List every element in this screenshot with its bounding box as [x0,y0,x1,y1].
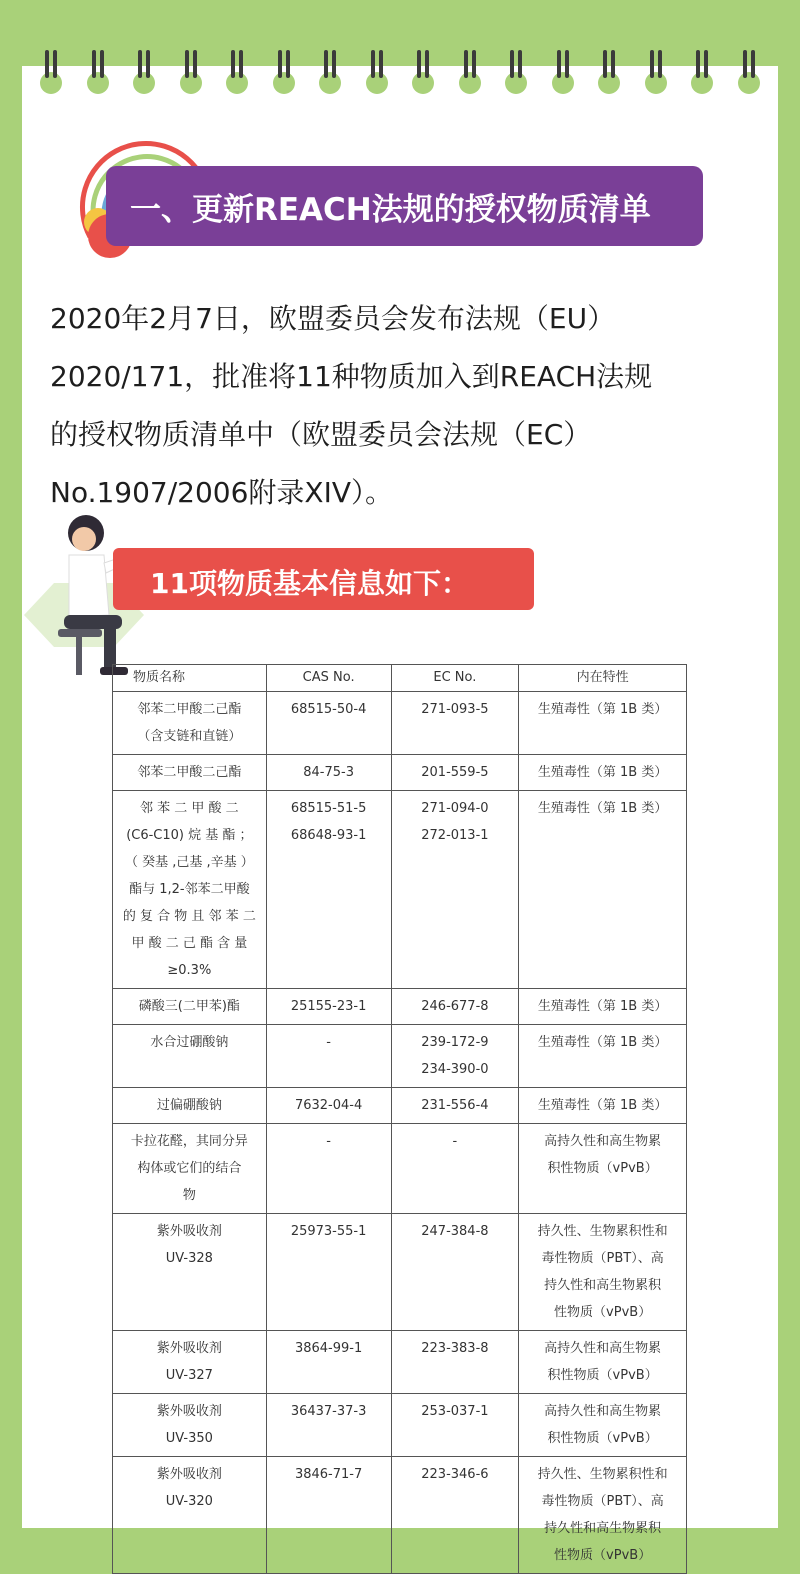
cell-substance-name [113,1025,267,1088]
cell-cas-no [266,755,391,791]
cell-substance-name-line: （含支链和直链） [137,729,242,744]
cell-substance-name [113,1331,267,1394]
cell-cas-no-line: 68648-93-1 [290,828,367,843]
cell-property [519,1214,687,1331]
binder-ring [738,50,760,98]
binder-ring [273,50,295,98]
cell-property-line: 毒性物质（PBT）、高 [541,1251,664,1266]
binder-ring [226,50,248,98]
cell-cas-no-line: - [326,1035,331,1050]
binder-rings [0,50,800,98]
cell-substance-name-line: 邻苯二甲酸二己酯 [137,765,242,780]
cell-property-line: 性物质（vPvB） [554,1548,652,1563]
cell-ec-no-line: 223-383-8 [421,1341,489,1356]
cell-substance-name-line: 磷酸三(二甲苯)酯 [138,999,240,1014]
table-row [113,1457,687,1574]
cell-cas-no [266,692,391,755]
cell-property-line: 毒性物质（PBT）、高 [541,1494,664,1509]
cell-ec-no [391,791,519,989]
cell-cas-no-line: 84-75-3 [303,765,354,780]
cell-property-line: 持久性和高生物累积 [544,1521,662,1536]
binder-ring [180,50,202,98]
cell-substance-name [113,1214,267,1331]
cell-ec-no-line: 234-390-0 [421,1062,489,1077]
cell-substance-name [113,1394,267,1457]
column-header-ec: EC No. [391,665,519,692]
cell-property-line: 生殖毒性（第 1B 类） [537,702,668,717]
cell-ec-no-line: - [452,1134,458,1149]
cell-cas-no [266,1088,391,1124]
cell-property [519,989,687,1025]
cell-substance-name-line: 紫外吸收剂 [156,1224,222,1239]
cell-substance-name-line: 甲 酸 二 己 酯 含 量 [131,936,248,951]
binder-ring [552,50,574,98]
intro-line: 的授权物质清单中（欧盟委员会法规（EC） [50,418,592,451]
cell-property [519,1331,687,1394]
cell-property-line: 持久性、生物累积性和 [537,1224,668,1239]
column-header-name: 物质名称 [113,665,267,692]
cell-cas-no-line: 25155-23-1 [290,999,367,1014]
cell-ec-no-line: 271-093-5 [421,702,489,717]
cell-cas-no [266,1331,391,1394]
binder-ring [133,50,155,98]
cell-ec-no-line: 239-172-9 [421,1035,489,1050]
cell-cas-no-line: 3846-71-7 [294,1467,363,1482]
cell-cas-no [266,1025,391,1088]
cell-property-line: 生殖毒性（第 1B 类） [537,1098,668,1113]
cell-property-line: 积性物质（vPvB） [547,1431,658,1446]
intro-line: 2020年2月7日，欧盟委员会发布法规（EU） [50,302,616,335]
cell-ec-no [391,1088,519,1124]
cell-property-line: 生殖毒性（第 1B 类） [537,999,668,1014]
cell-property-line: 高持久性和高生物累 [544,1134,662,1149]
table-header-row [113,665,687,692]
cell-property-line: 高持久性和高生物累 [544,1404,662,1419]
cell-property-line: 生殖毒性（第 1B 类） [537,801,668,816]
cell-ec-no [391,989,519,1025]
cell-substance-name-line: 构体或它们的结合 [137,1161,242,1176]
subheading: 11项物质基本信息如下： [150,567,469,600]
cell-ec-no [391,755,519,791]
cell-cas-no [266,791,391,989]
intro-paragraph [50,290,760,522]
cell-substance-name-line: 物 [182,1188,196,1203]
section-heading: 一、更新REACH法规的授权物质清单 [130,192,651,228]
table-row [113,1394,687,1457]
cell-substance-name [113,989,267,1025]
cell-property-line: 持久性和高生物累积 [544,1278,662,1293]
binder-ring [598,50,620,98]
cell-ec-no-line: 231-556-4 [421,1098,489,1113]
cell-substance-name [113,791,267,989]
table-row [113,1124,687,1214]
cell-substance-name-line: 过偏硼酸钠 [156,1098,222,1113]
cell-property-line: 积性物质（vPvB） [547,1161,658,1176]
cell-ec-no [391,1025,519,1088]
cell-cas-no-line: 68515-50-4 [290,702,367,717]
cell-substance-name-line: 的 复 合 物 且 邻 苯 二 [122,909,256,924]
cell-property-line: 生殖毒性（第 1B 类） [537,765,668,780]
cell-substance-name-line: (C6-C10) 烷 基 酯 ； [126,828,253,843]
cell-cas-no [266,1457,391,1574]
binder-ring [40,50,62,98]
binder-ring [319,50,341,98]
binder-ring [87,50,109,98]
cell-property [519,692,687,755]
cell-cas-no [266,1124,391,1214]
cell-substance-name-line: UV-327 [165,1368,213,1383]
cell-substance-name-line: 紫外吸收剂 [156,1341,222,1356]
table-row [113,1025,687,1088]
cell-cas-no-line: 3864-99-1 [294,1341,363,1356]
cell-substance-name-line: 酯与 1,2-邻苯二甲酸 [129,882,250,897]
cell-property [519,791,687,989]
cell-substance-name-line: 紫外吸收剂 [156,1404,222,1419]
cell-property-line: 生殖毒性（第 1B 类） [537,1035,668,1050]
cell-cas-no-line: 7632-04-4 [294,1098,363,1113]
cell-substance-name-line: ≥0.3% [167,963,212,978]
cell-ec-no [391,1214,519,1331]
cell-property [519,1124,687,1214]
cell-ec-no-line: 247-384-8 [421,1224,489,1239]
cell-ec-no-line: 272-013-1 [421,828,489,843]
cell-substance-name-line: UV-350 [165,1431,213,1446]
intro-line: No.1907/2006附录XIV）。 [50,476,394,509]
cell-substance-name-line: 水合过硼酸钠 [150,1035,229,1050]
cell-property-line: 积性物质（vPvB） [547,1368,658,1383]
intro-line: 2020/171，批准将11种物质加入到REACH法规 [50,360,653,393]
binder-ring [645,50,667,98]
cell-substance-name [113,692,267,755]
cell-property [519,1088,687,1124]
cell-cas-no-line: - [326,1134,331,1149]
cell-substance-name-line: UV-328 [165,1251,213,1266]
cell-substance-name [113,755,267,791]
cell-ec-no [391,1457,519,1574]
cell-property [519,755,687,791]
binder-ring [366,50,388,98]
table-row [113,692,687,755]
cell-cas-no-line: 68515-51-5 [290,801,367,816]
cell-substance-name-line: 邻苯二甲酸二己酯 [137,702,242,717]
cell-substance-name-line: 邻 苯 二 甲 酸 二 [140,801,239,816]
cell-property-line: 高持久性和高生物累 [544,1341,662,1356]
binder-ring [412,50,434,98]
binder-ring [459,50,481,98]
binder-ring [691,50,713,98]
cell-ec-no-line: 253-037-1 [421,1404,489,1419]
table-row [113,1088,687,1124]
column-header-cas: CAS No. [266,665,391,692]
cell-property-line: 持久性、生物累积性和 [537,1467,668,1482]
cell-ec-no [391,1331,519,1394]
cell-property-line: 性物质（vPvB） [554,1305,652,1320]
cell-ec-no [391,692,519,755]
table-row [113,989,687,1025]
cell-substance-name-line: 紫外吸收剂 [156,1467,222,1482]
cell-substance-name-line: 卡拉花醛，其同分异 [130,1134,248,1149]
cell-property [519,1025,687,1088]
cell-cas-no-line: 36437-37-3 [290,1404,367,1419]
cell-substance-name-line: （ 癸基 ,己基 ,辛基 ） [124,855,254,870]
cell-ec-no-line: 246-677-8 [421,999,489,1014]
cell-ec-no-line: 271-094-0 [421,801,489,816]
table-row [113,1331,687,1394]
cell-substance-name [113,1124,267,1214]
table-row [113,1214,687,1331]
cell-substance-name [113,1457,267,1574]
cell-ec-no [391,1124,519,1214]
cell-cas-no [266,1394,391,1457]
table-row [113,755,687,791]
cell-cas-no [266,989,391,1025]
column-header-property: 内在特性 [519,665,687,692]
cell-ec-no-line: 223-346-6 [421,1467,489,1482]
substance-table [112,664,687,1574]
cell-property [519,1457,687,1574]
cell-ec-no-line: 201-559-5 [421,765,489,780]
cell-ec-no [391,1394,519,1457]
table-row [113,791,687,989]
cell-cas-no-line: 25973-55-1 [290,1224,367,1239]
cell-cas-no [266,1214,391,1331]
cell-substance-name-line: UV-320 [165,1494,213,1509]
binder-ring [505,50,527,98]
cell-property [519,1394,687,1457]
cell-substance-name [113,1088,267,1124]
